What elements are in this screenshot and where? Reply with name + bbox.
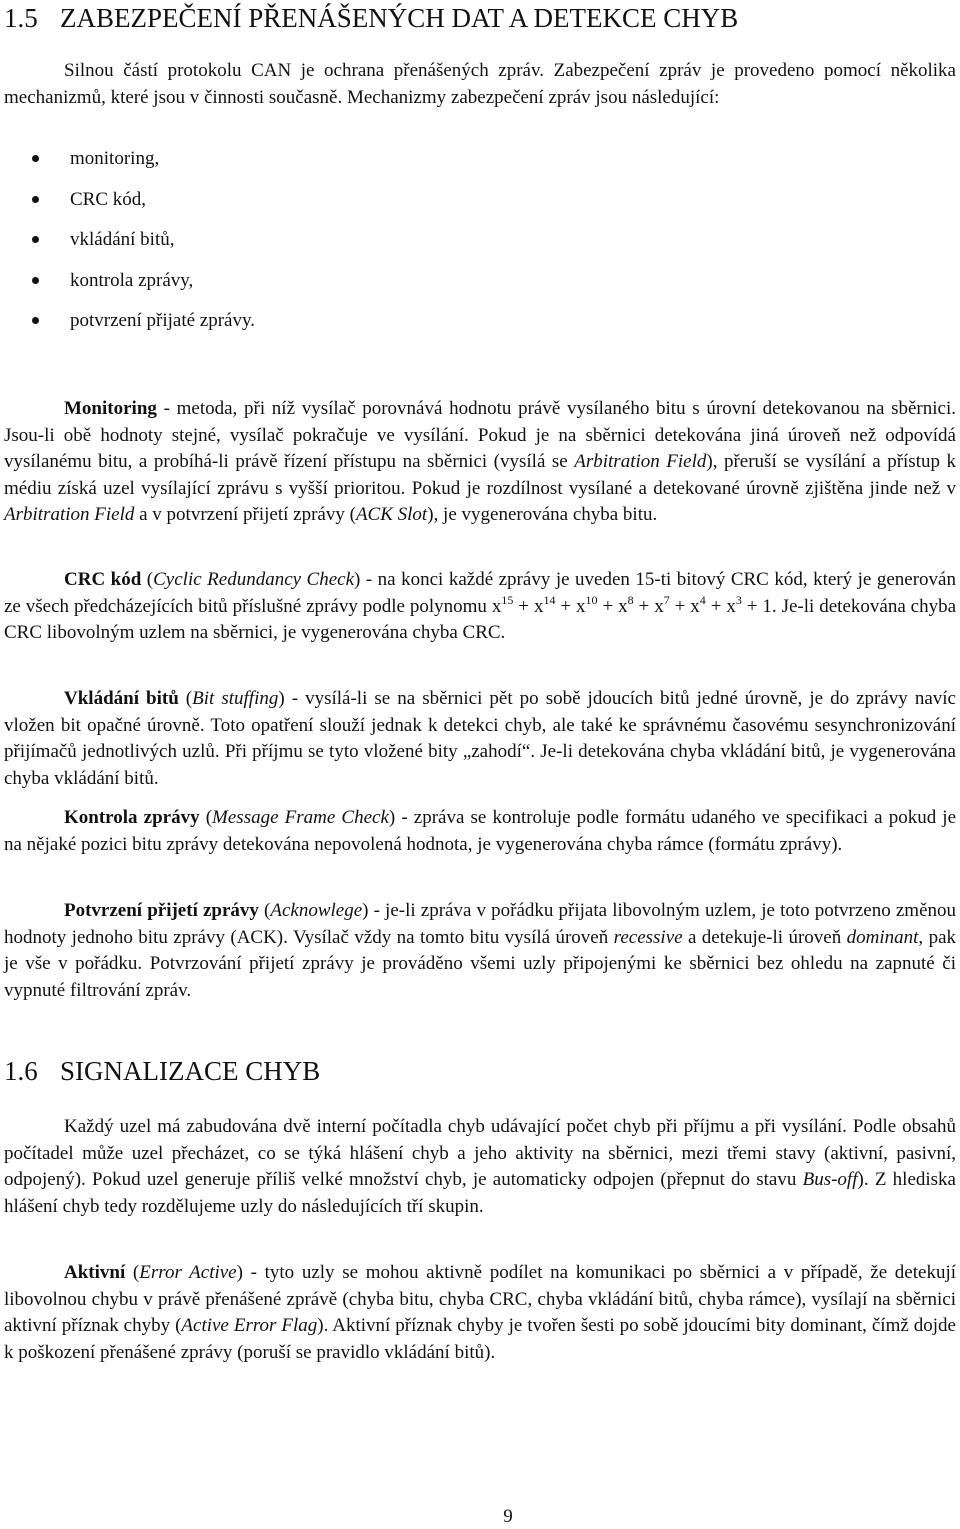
section-number: 1.5 [4, 3, 38, 33]
monitoring-paragraph: Monitoring - metoda, při níž vysílač porovnává hodnotu právě vysílaného bitu s úrovní detekovanou na sběrnici. Jsou-li obě hodnoty stejné, vysílač pokračuje ve vysílání. Pokud je na sběrnici detekována jiná úroveň než odpovídá vysílanému bitu, a probíhá-li právě řízení přístupu na sběrnici (vysílá se Arbitration Field), přeruší se vysílání a přístup k médiu získá uzel vysílající zprávu s vyšší prioritou. Pokud je rozdílnost vysílané a detekované úrovně zjištěna jinde než v Arbitration Field a v potvrzení přijetí zprávy (ACK Slot), je vygenerována chyba bitu. [4, 398, 956, 526]
bit-stuffing-paragraph: Vkládání bitů (Bit stuffing) - vysílá-li se na sběrnici pět po sobě jdoucích bitů jedné úrovně, je do zprávy navíc vložen bit opačné úrovně. Toto opatření slouží jednak k detekci chyb, ale také ke správnému časovému sesynchronizování přijímačů jednotlivých uzlů. Při příjmu se tyto vložené bity „zahodí“. Je-li detekována chyba vkládání bitů, je vygenerována chyba vkládání bitů. [4, 688, 956, 789]
section-title: SIGNALIZACE CHYB [60, 1056, 321, 1086]
term-crc: CRC kód [64, 569, 142, 590]
mechanism-list [4, 146, 255, 349]
crc-polynomial: $x^{15} + x^{14} + x^{10} + x^8 + x^7 + x^4 + x^3 + 1$. [491, 592, 777, 617]
list-item: kontrola zprávy, [4, 268, 255, 309]
section-number: 1.6 [4, 1056, 38, 1086]
section-title: ZABEZPEČENÍ PŘENÁŠENÝCH DAT A DETEKCE CHYB [60, 3, 739, 33]
bullet-icon [32, 236, 39, 243]
term-acknowledge: Potvrzení přijetí zprávy [64, 900, 259, 921]
term-error-active: Aktivní [64, 1262, 126, 1283]
document-page [4, 0, 956, 1529]
bullet-icon [32, 277, 39, 284]
bullet-icon [32, 317, 39, 324]
term-frame-check: Kontrola zprávy [64, 807, 200, 828]
bullet-icon [32, 196, 39, 203]
list-item: CRC kód, [4, 187, 255, 228]
list-item: potvrzení přijaté zprávy. [4, 308, 255, 349]
section-heading-1-5 [4, 2, 738, 34]
bullet-icon [32, 155, 39, 162]
term-bit-stuffing: Vkládání bitů [64, 688, 179, 709]
crc-paragraph: CRC kód (Cyclic Redundancy Check) - na konci každé zprávy je uveden 15-ti bitový CRC kód, který je generován ze všech předcházejících bitů příslušné zprávy podle polynomu $x^{15} + x^{14} + x^{10} + x^8 + x^7 + x^4 + x^3 + 1$. Je-li detekována chyba CRC libovolným uzlem na sběrnici, je vygenerována chyba CRC. [4, 569, 957, 644]
term-monitoring: Monitoring [64, 398, 157, 419]
signaling-intro-paragraph: Každý uzel má zabudována dvě interní počítadla chyb udávající počet chyb při příjmu a při vysílání. Podle obsahů počítadel může uzel přecházet, co se týká hlášení chyb a jeho aktivity na sběrnici, mezi třemi stavy (aktivní, pasivní, odpojený). Pokud uzel generuje příliš velké množství chyb, je automaticky odpojen (přepnut do stavu Bus-off). Z hlediska hlášení chyb tedy rozdělujeme uzly do následujících tří skupin. [4, 1116, 956, 1217]
list-item: monitoring, [4, 146, 255, 187]
list-item: vkládání bitů, [4, 227, 255, 268]
section-heading-1-6 [4, 1055, 320, 1087]
error-active-paragraph: Aktivní (Error Active) - tyto uzly se mohou aktivně podílet na komunikaci po sběrnici a v případě, že detekují libovolnou chybu v právě přenášené zprávě (chyba bitu, chyba CRC, chyba vkládání bitů, chyba rámce), vysílají na sběrnici aktivní příznak chyby (Active Error Flag). Aktivní příznak chyby je tvořen šesti po sobě jdoucími bity dominant, čímž dojde k poškození přenášené zprávy (poruší se pravidlo vkládání bitů). [4, 1262, 957, 1363]
frame-check-paragraph: Kontrola zprávy (Message Frame Check) - zpráva se kontroluje podle formátu udaného ve specifikaci a pokud je na nějaké pozici bitu zprávy detekována nepovolená hodnota, je vygenerována chyba rámce (formátu zprávy). [4, 807, 957, 855]
intro-paragraph: Silnou částí protokolu CAN je ochrana přenášených zpráv. Zabezpečení zpráv je provedeno pomocí několika mechanizmů, které jsou v činnosti současně. Mechanizmy zabezpečení zpráv jsou následující: [4, 60, 956, 108]
acknowledge-paragraph: Potvrzení přijetí zprávy (Acknowlege) - je-li zpráva v pořádku přijata libovolným uzlem, je toto potvrzeno změnou hodnoty jednoho bitu zprávy (ACK). Vysílač vždy na tomto bitu vysílá úroveň recessive a detekuje-li úroveň dominant, pak je vše v pořádku. Potvrzování přijetí zprávy je prováděno všemi uzly připojenými ke sběrnici bez ohledu na zapnuté či vypnuté filtrování zpráv. [4, 900, 956, 1001]
page-number: 9 [503, 1506, 513, 1527]
